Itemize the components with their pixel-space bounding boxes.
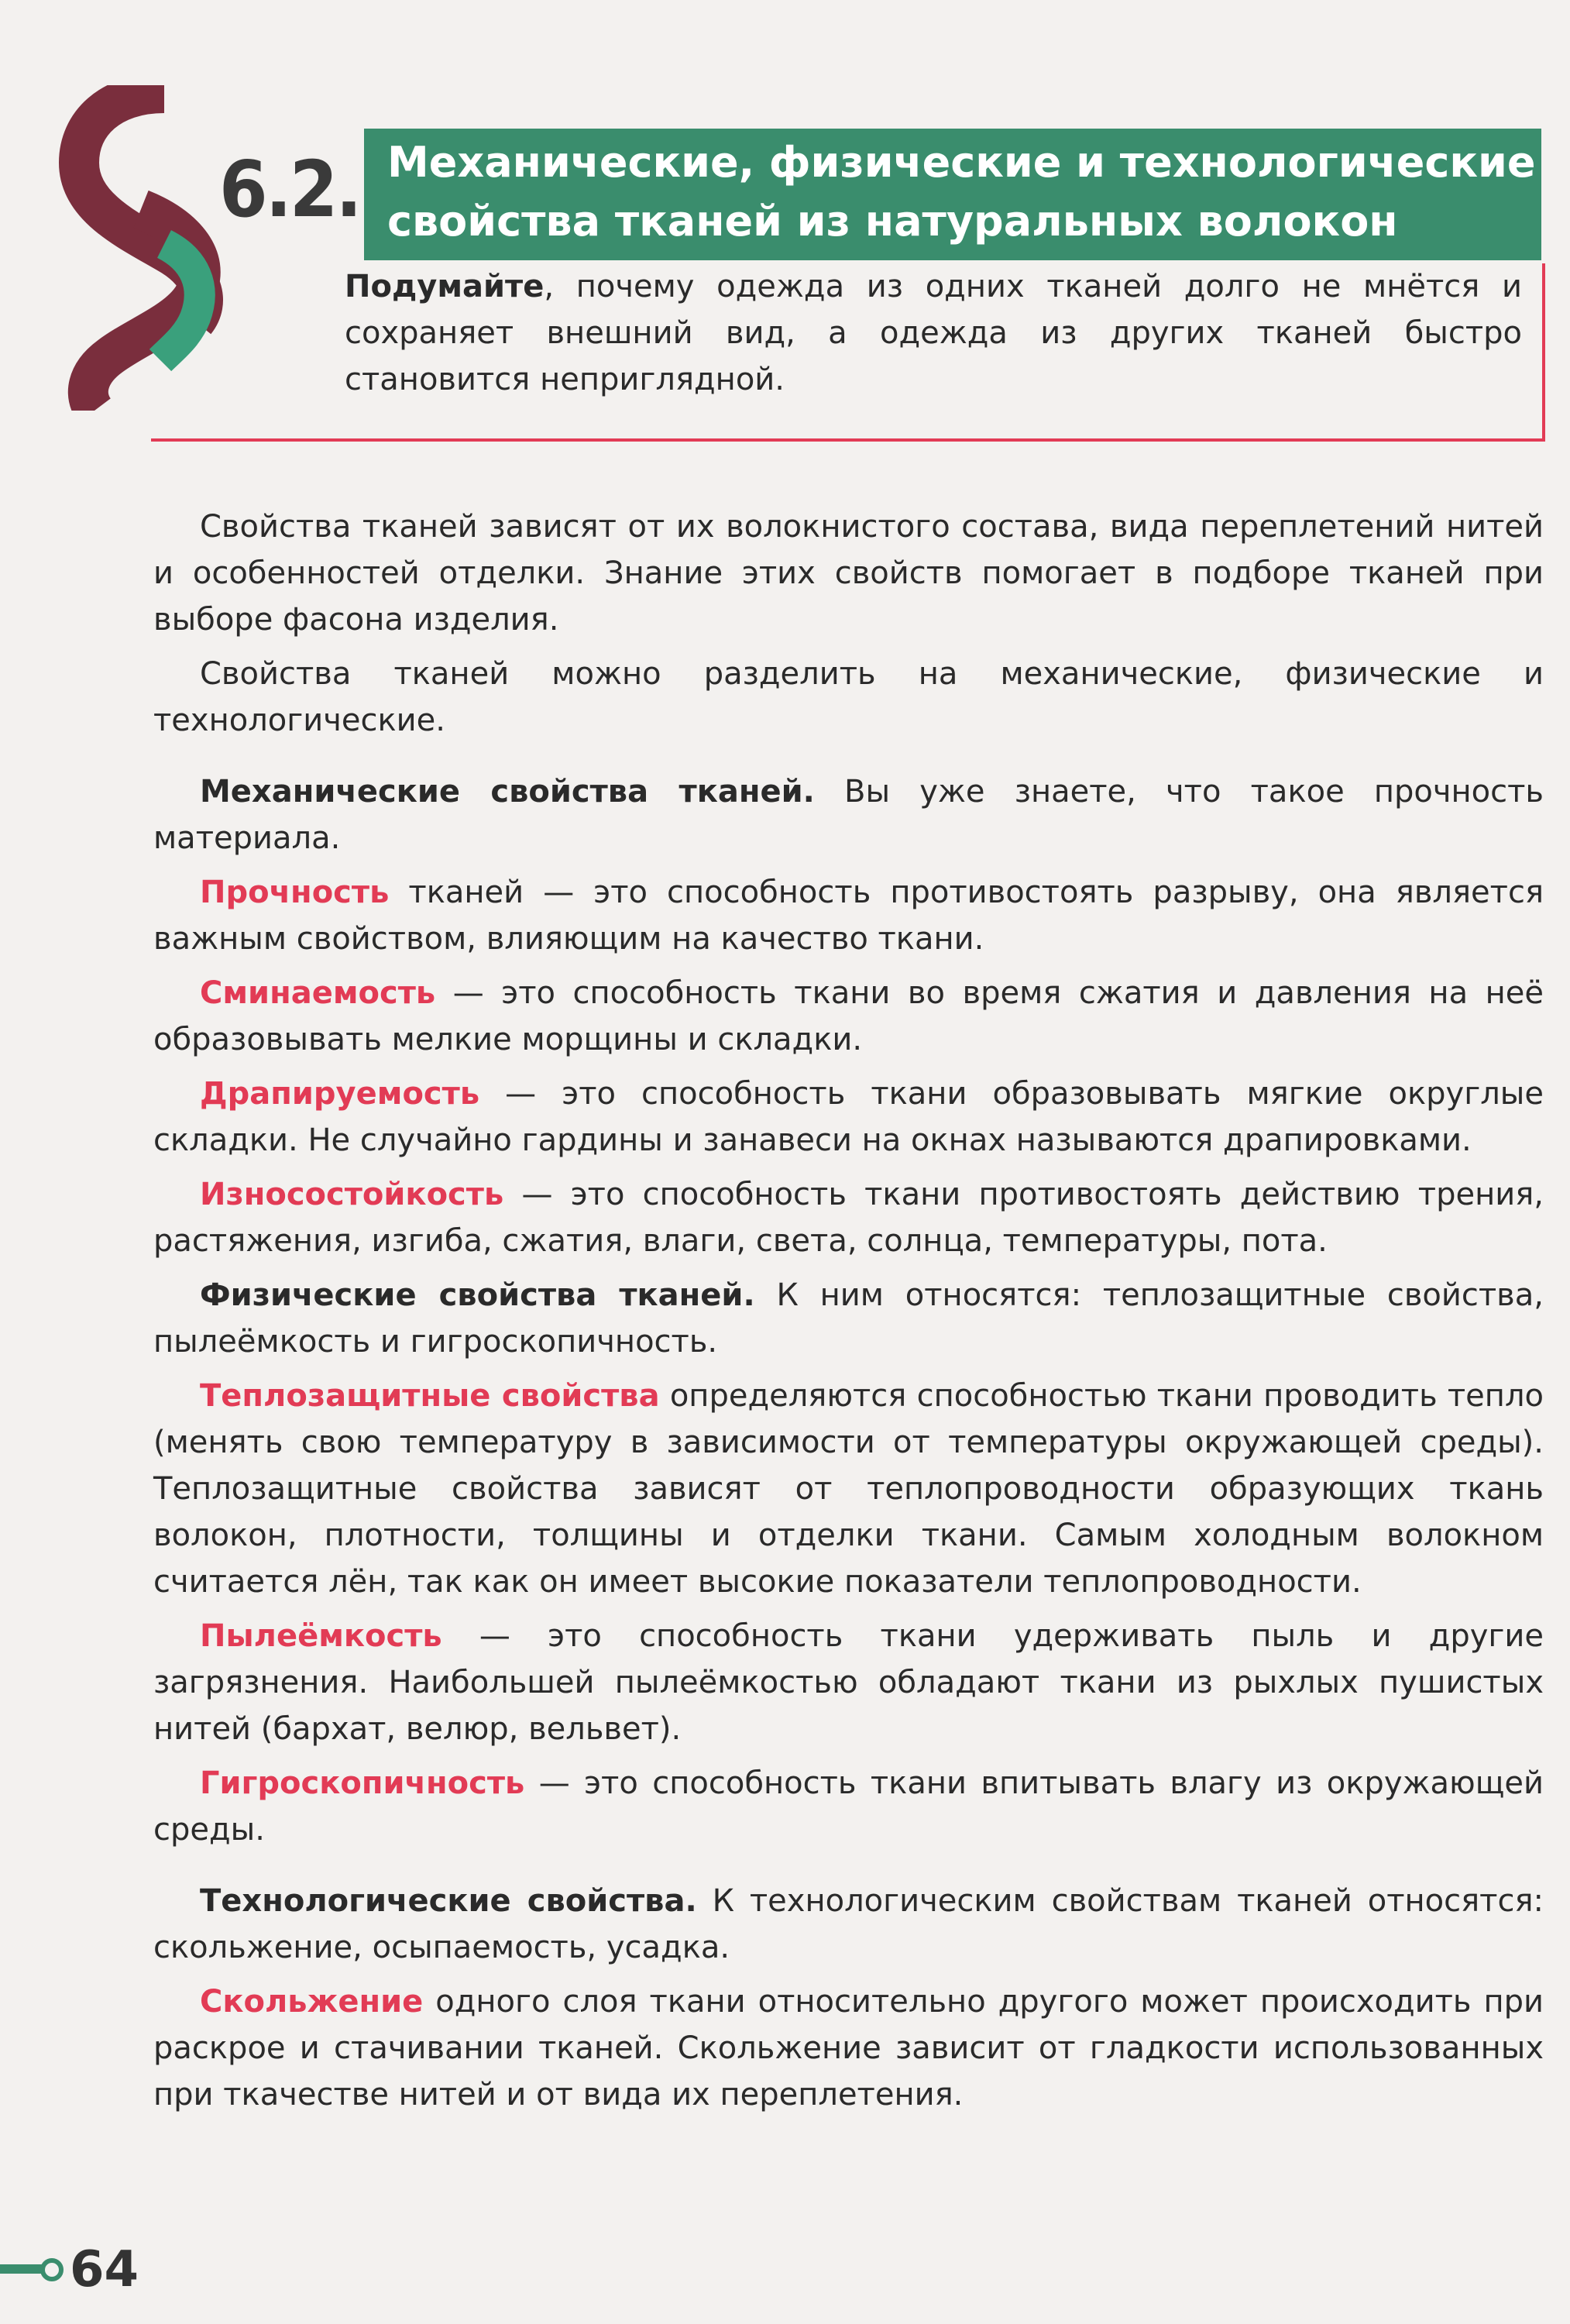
paragraph-intro: Свойства тканей зависят от их волокнистого состава, вида переплетений нитей и особенностей отделки. Знание этих свойств помогает в подборе тканей при выборе фасона изделия. [153, 509, 1544, 638]
footer-circle-icon [40, 2258, 64, 2281]
page-footer [0, 2231, 155, 2309]
paragraph-slip [153, 1978, 1544, 2118]
mechanical-text: Вы уже знаете, что такое прочность материала. [153, 774, 1544, 856]
paragraph-crease [153, 970, 1544, 1063]
paragraph-physical [153, 1272, 1544, 1365]
paragraph-dust [153, 1613, 1544, 1752]
hygro-text: — это способность ткани впитывать влагу из окружающей среды. [153, 1765, 1544, 1848]
technological-text: К технологическим свойствам тканей относятся: скольжение, осыпаемость, усадка. [153, 1883, 1544, 1965]
mechanical-heading: Механические свойства тканей. [200, 774, 815, 810]
think-lead: Подумайте [345, 269, 545, 304]
term-slip: Скольжение [200, 1984, 424, 2020]
title-banner [364, 129, 1541, 260]
dust-text: — это способность ткани удерживать пыль и другие загрязнения. Наибольшей пылеёмкостью обладают ткани из рыхлых пушистых нитей (бархат, велюр, вельвет). [153, 1618, 1544, 1747]
think-body: , почему одежда из одних тканей долго не мнётся и сохраняет внешний вид, а одежда из других тканей быстро становится неприглядной. [345, 269, 1522, 397]
paragraph-drape [153, 1071, 1544, 1164]
term-thermal: Теплозащитные свойства [200, 1378, 660, 1414]
section-number: 6.2. [219, 144, 360, 235]
paragraph-classification: Свойства тканей можно разделить на механические, физические и технологические. [153, 656, 1544, 738]
drape-text: — это способность ткани образовывать мягкие округлые складки. Не случайно гардины и занавеси на окнах называются драпировками. [153, 1076, 1544, 1158]
paragraph-technological [153, 1878, 1544, 1971]
think-box [151, 263, 1545, 442]
term-hygro: Гигроскопичность [200, 1765, 525, 1801]
paragraph-strength [153, 869, 1544, 962]
term-drape: Драпируемость [200, 1076, 480, 1112]
thermal-text: определяются способностью ткани проводить тепло (менять свою температуру в зависимости от температуры окружающей среды). Теплозащитные свойства зависят от теплопроводности образующих ткань волокон, плотности, толщины и отделки ткани. Самым холодным волокном считается лён, так как он имеет высокие показатели теплопроводности. [153, 1378, 1544, 1600]
title-line-2: свойства тканей из натуральных волокон [387, 197, 1398, 246]
page-number: 64 [70, 2241, 139, 2298]
term-strength: Прочность [200, 875, 390, 910]
physical-heading: Физические свойства тканей. [200, 1277, 755, 1313]
physical-text: К ним относятся: теплозащитные свойства, пылеёмкость и гигроскопичность. [153, 1277, 1544, 1360]
main-text [153, 504, 1544, 2118]
paragraph-mechanical [153, 768, 1544, 861]
strength-text: тканей — это способность противостоять разрыву, она является важным свойством, влияющим на качество ткани. [153, 875, 1544, 957]
term-crease: Сминаемость [200, 975, 436, 1011]
slip-text: одного слоя ткани относительно другого может происходить при раскрое и стачивании тканей. Скольжение зависит от гладкости использованных при ткачестве нитей и от вида их переплетения. [153, 1984, 1544, 2113]
paragraph-thermal [153, 1373, 1544, 1605]
paragraph-hygro [153, 1760, 1544, 1853]
footer-bar [0, 2264, 43, 2274]
paragraph-wear [153, 1171, 1544, 1264]
think-text [345, 263, 1522, 403]
title-line-1: Механические, физические и технологические [387, 138, 1536, 187]
technological-heading: Технологические свойства. [200, 1883, 697, 1919]
term-wear: Износостойкость [200, 1177, 504, 1212]
term-dust: Пылеёмкость [200, 1618, 442, 1654]
crease-text: — это способность ткани во время сжатия и давления на неё образовывать мелкие морщины и складки. [153, 975, 1544, 1057]
wear-text: — это способность ткани противостоять действию трения, растяжения, изгиба, сжатия, влаги, света, солнца, температуры, пота. [153, 1177, 1544, 1259]
